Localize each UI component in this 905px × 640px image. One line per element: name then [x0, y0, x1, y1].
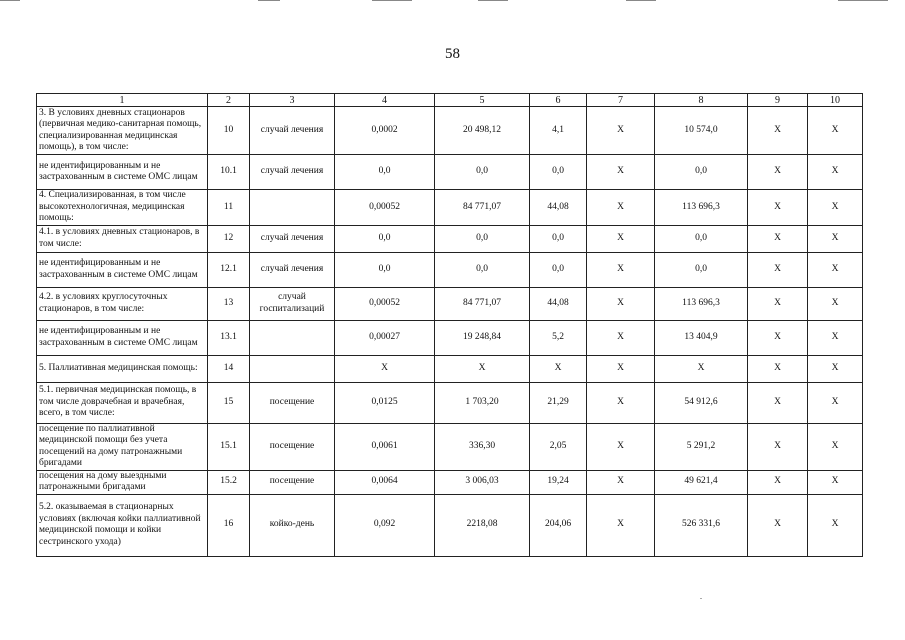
- row-label-cell: посещения на дому выездными патронажными бригадами: [37, 470, 208, 494]
- column-number: 9: [748, 94, 808, 107]
- table-cell: X: [587, 225, 655, 252]
- table-cell: 13.1: [208, 320, 250, 355]
- column-number: 2: [208, 94, 250, 107]
- table-cell: X: [808, 494, 863, 556]
- table-cell: X: [587, 287, 655, 320]
- scan-top-edge: [0, 0, 905, 3]
- table-cell: 5 291,2: [655, 423, 748, 470]
- scan-speck: [700, 598, 702, 599]
- table-cell: 0,0: [655, 225, 748, 252]
- table-cell: 10: [208, 107, 250, 155]
- table-cell: X: [808, 190, 863, 226]
- row-label-cell: 4.1. в условиях дневных стационаров, в том числе:: [37, 225, 208, 252]
- table-cell: 12.1: [208, 252, 250, 287]
- table-cell: X: [335, 355, 435, 382]
- table-cell: X: [808, 252, 863, 287]
- table-cell: X: [748, 287, 808, 320]
- table-cell: X: [808, 225, 863, 252]
- table-cell: X: [808, 382, 863, 423]
- table-cell: X: [748, 107, 808, 155]
- row-label-cell: 5. Паллиативная медицинская помощь:: [37, 355, 208, 382]
- table-row: [37, 190, 863, 226]
- table-cell: 15.1: [208, 423, 250, 470]
- table-cell: 0,0: [655, 155, 748, 190]
- table-cell: койко-день: [250, 494, 335, 556]
- table-cell: 84 771,07: [435, 190, 530, 226]
- table-cell: 0,00027: [335, 320, 435, 355]
- table-cell: 21,29: [530, 382, 587, 423]
- table-cell: 54 912,6: [655, 382, 748, 423]
- table-cell: X: [748, 470, 808, 494]
- table-row: [37, 494, 863, 556]
- table-row: [37, 355, 863, 382]
- table-cell: 15: [208, 382, 250, 423]
- column-number: 4: [335, 94, 435, 107]
- table-cell: 44,08: [530, 190, 587, 226]
- table-cell: X: [587, 470, 655, 494]
- table-cell: 20 498,12: [435, 107, 530, 155]
- page-number: 58: [445, 46, 460, 62]
- column-number: 1: [37, 94, 208, 107]
- table-cell: посещение: [250, 470, 335, 494]
- table-cell: X: [587, 355, 655, 382]
- row-label-cell: не идентифицированным и не застрахованным в системе ОМС лицам: [37, 320, 208, 355]
- table-cell: X: [808, 355, 863, 382]
- table-row: [37, 107, 863, 155]
- table-cell: 0,0: [530, 225, 587, 252]
- table-cell: 49 621,4: [655, 470, 748, 494]
- table-cell: 10.1: [208, 155, 250, 190]
- table-cell: X: [808, 287, 863, 320]
- row-label-cell: не идентифицированным и не застрахованным в системе ОМС лицам: [37, 252, 208, 287]
- table-row: [37, 470, 863, 494]
- table-cell: X: [748, 190, 808, 226]
- table-cell: 0,0: [335, 225, 435, 252]
- row-label-cell: 5.1. первичная медицинская помощь, в том числе доврачебная и врачебная, всего, в том числе:: [37, 382, 208, 423]
- table-cell: посещение: [250, 382, 335, 423]
- column-number: 10: [808, 94, 863, 107]
- table-cell: случай лечения: [250, 107, 335, 155]
- table-cell: 10 574,0: [655, 107, 748, 155]
- table-cell: X: [748, 423, 808, 470]
- table-row: [37, 320, 863, 355]
- table-cell: X: [748, 494, 808, 556]
- table-cell: X: [748, 382, 808, 423]
- table-cell: 14: [208, 355, 250, 382]
- table-cell: X: [808, 470, 863, 494]
- table-cell: [250, 190, 335, 226]
- table-cell: 204,06: [530, 494, 587, 556]
- table-cell: [250, 355, 335, 382]
- table-row: [37, 382, 863, 423]
- table-cell: 0,092: [335, 494, 435, 556]
- table-cell: 0,0: [335, 252, 435, 287]
- table-cell: X: [587, 107, 655, 155]
- table-cell: X: [587, 190, 655, 226]
- table-cell: 84 771,07: [435, 287, 530, 320]
- table-cell: X: [587, 320, 655, 355]
- table-cell: 0,00052: [335, 190, 435, 226]
- table-cell: 19 248,84: [435, 320, 530, 355]
- table-cell: 0,0: [335, 155, 435, 190]
- table-cell: случай госпитализаций: [250, 287, 335, 320]
- table-cell: X: [655, 355, 748, 382]
- table-cell: 3 006,03: [435, 470, 530, 494]
- table-cell: 526 331,6: [655, 494, 748, 556]
- row-label-cell: 4. Специализированная, в том числе высокотехнологичная, медицинская помощь:: [37, 190, 208, 226]
- column-number: 6: [530, 94, 587, 107]
- table-row: [37, 252, 863, 287]
- table-cell: X: [587, 423, 655, 470]
- table-cell: случай лечения: [250, 155, 335, 190]
- table-row: [37, 423, 863, 470]
- table-cell: 0,0061: [335, 423, 435, 470]
- table-row: [37, 155, 863, 190]
- table-cell: 16: [208, 494, 250, 556]
- table-cell: X: [587, 494, 655, 556]
- table-cell: X: [748, 252, 808, 287]
- table-cell: 0,0: [530, 155, 587, 190]
- table-cell: 5,2: [530, 320, 587, 355]
- table-cell: случай лечения: [250, 225, 335, 252]
- table-cell: 0,0: [435, 252, 530, 287]
- table-cell: 0,0: [435, 225, 530, 252]
- row-label-cell: 3. В условиях дневных стационаров (первичная медико-санитарная помощь, специализированная медицинская помощь), в том числе:: [37, 107, 208, 155]
- table-cell: X: [748, 225, 808, 252]
- table-cell: 4,1: [530, 107, 587, 155]
- table-cell: X: [530, 355, 587, 382]
- column-number: 5: [435, 94, 530, 107]
- column-number: 7: [587, 94, 655, 107]
- table-cell: 2,05: [530, 423, 587, 470]
- table-cell: 113 696,3: [655, 287, 748, 320]
- table-cell: X: [587, 382, 655, 423]
- data-table: [36, 93, 863, 557]
- table-cell: 11: [208, 190, 250, 226]
- table-cell: X: [808, 423, 863, 470]
- table-cell: X: [748, 355, 808, 382]
- table-cell: 0,0002: [335, 107, 435, 155]
- table-cell: X: [587, 155, 655, 190]
- table-cell: X: [435, 355, 530, 382]
- table-cell: 13 404,9: [655, 320, 748, 355]
- table-cell: 15.2: [208, 470, 250, 494]
- table-cell: 19,24: [530, 470, 587, 494]
- table-cell: 0,0: [655, 252, 748, 287]
- table-cell: 0,0125: [335, 382, 435, 423]
- column-number: 3: [250, 94, 335, 107]
- table-cell: 0,0064: [335, 470, 435, 494]
- table-row: [37, 225, 863, 252]
- table-cell: 2218,08: [435, 494, 530, 556]
- table-cell: X: [808, 107, 863, 155]
- column-number: 8: [655, 94, 748, 107]
- table-cell: X: [748, 155, 808, 190]
- column-number-row: [37, 94, 863, 107]
- table-cell: X: [808, 155, 863, 190]
- table-cell: 0,0: [435, 155, 530, 190]
- table-cell: 0,00052: [335, 287, 435, 320]
- table-cell: 12: [208, 225, 250, 252]
- row-label-cell: 5.2. оказываемая в стационарных условиях (включая койки паллиативной медицинской помощи и койки сестринского ухода): [37, 494, 208, 556]
- table-cell: 13: [208, 287, 250, 320]
- table-cell: 1 703,20: [435, 382, 530, 423]
- table-cell: X: [587, 252, 655, 287]
- row-label-cell: посещение по паллиативной медицинской помощи без учета посещений на дому патронажными бригадами: [37, 423, 208, 470]
- table-row: [37, 287, 863, 320]
- table-cell: X: [808, 320, 863, 355]
- table-cell: 113 696,3: [655, 190, 748, 226]
- table-cell: [250, 320, 335, 355]
- table-cell: посещение: [250, 423, 335, 470]
- table-cell: 0,0: [530, 252, 587, 287]
- table-cell: 44,08: [530, 287, 587, 320]
- row-label-cell: не идентифицированным и не застрахованным в системе ОМС лицам: [37, 155, 208, 190]
- table-cell: случай лечения: [250, 252, 335, 287]
- row-label-cell: 4.2. в условиях круглосуточных стационаров, в том числе:: [37, 287, 208, 320]
- table-cell: X: [748, 320, 808, 355]
- table-cell: 336,30: [435, 423, 530, 470]
